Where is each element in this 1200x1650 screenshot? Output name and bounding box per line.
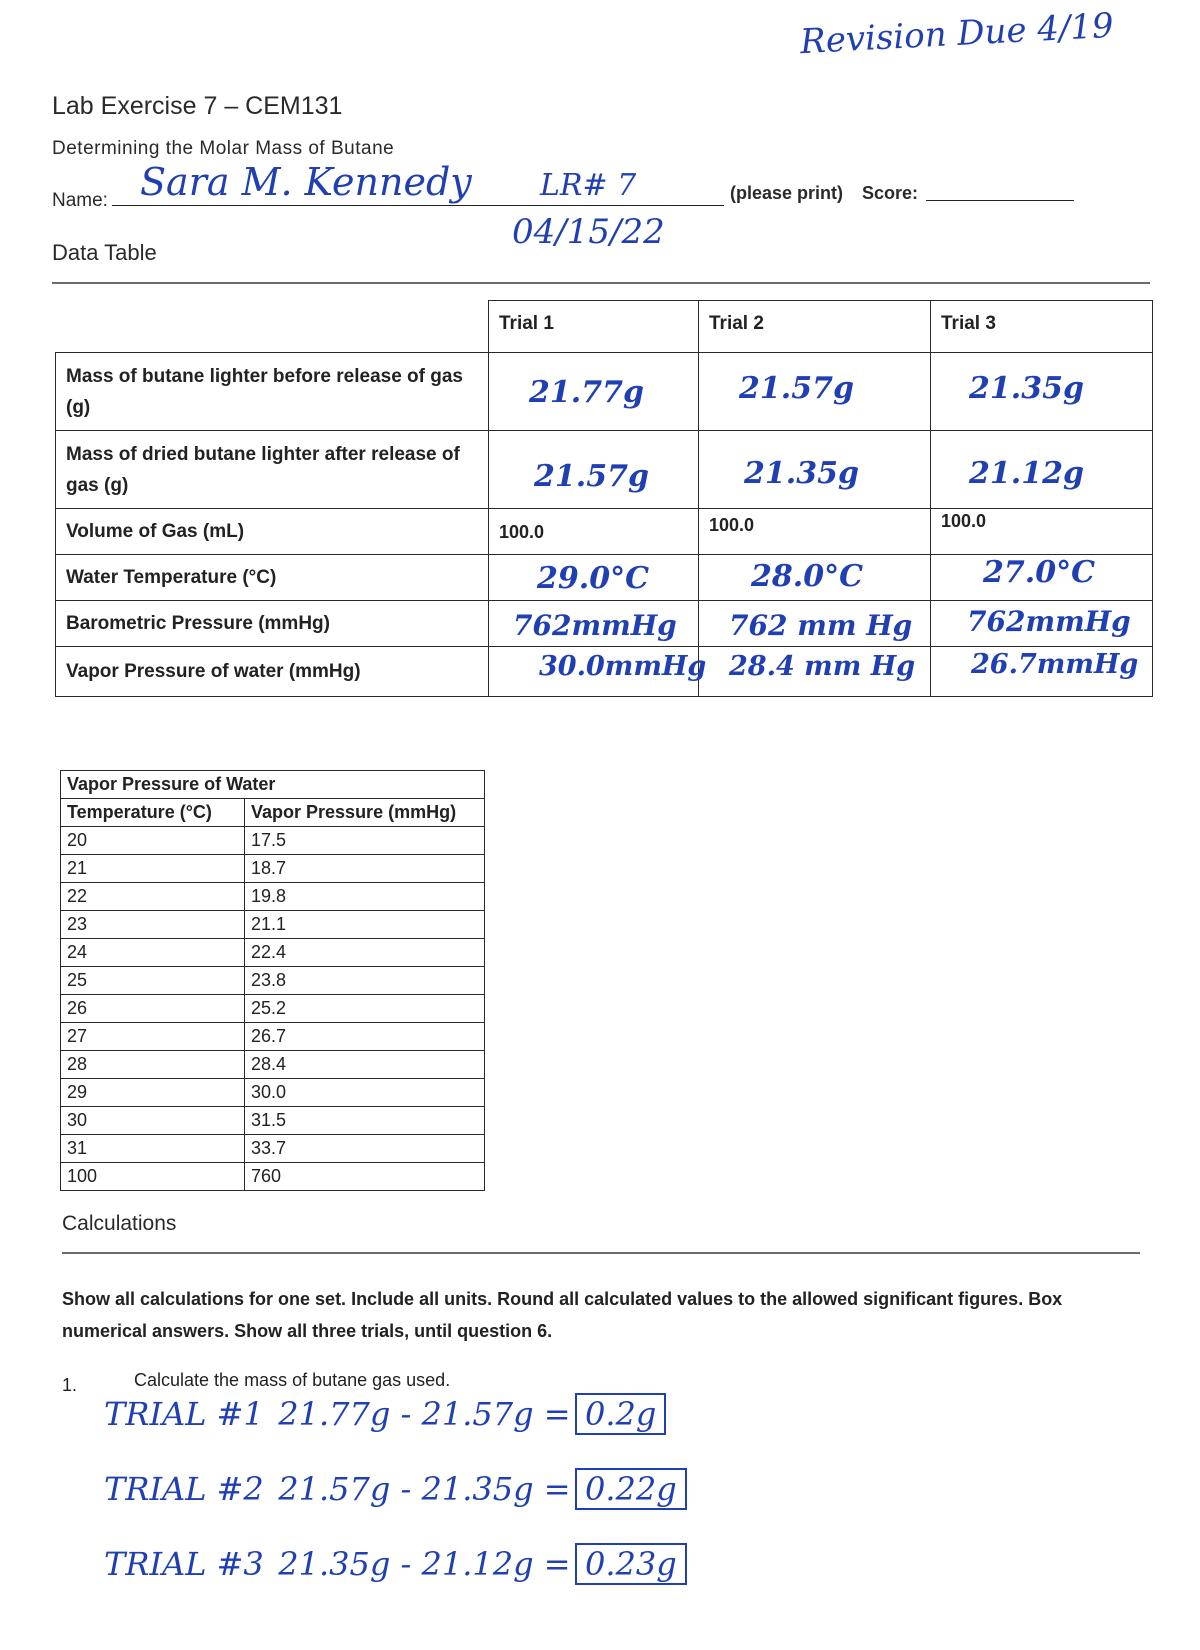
pressure-cell: 31.5 <box>245 1107 485 1135</box>
barometric-trial-2: 762 mm Hg <box>729 609 913 642</box>
temp-cell: 30 <box>61 1107 245 1135</box>
row-label-volume: Volume of Gas (mL) <box>56 509 489 555</box>
temp-cell: 20 <box>61 827 245 855</box>
student-name: Sara M. Kennedy <box>140 160 472 204</box>
volume-trial-3: 100.0 <box>941 511 987 531</box>
lab-title: Lab Exercise 7 – CEM131 <box>52 92 343 120</box>
pressure-cell: 23.8 <box>245 967 485 995</box>
temp-cell: 28 <box>61 1051 245 1079</box>
calculations-divider <box>62 1252 1140 1254</box>
pressure-cell: 21.1 <box>245 911 485 939</box>
water-temp-trial-1: 29.0°C <box>537 561 649 596</box>
value-cell <box>489 555 699 601</box>
vapor-pressure-trial-1: 30.0mmHg <box>539 651 707 682</box>
pressure-cell: 22.4 <box>245 939 485 967</box>
value-cell <box>699 509 931 555</box>
name-line <box>112 205 724 206</box>
temp-cell: 24 <box>61 939 245 967</box>
mass-before-trial-1: 21.77g <box>529 375 644 410</box>
value-cell <box>931 431 1153 509</box>
calculations-title: Calculations <box>62 1212 177 1235</box>
vapor-pressure-table <box>60 770 485 1191</box>
row-label-barometric: Barometric Pressure (mmHg) <box>56 601 489 647</box>
temp-cell: 27 <box>61 1023 245 1051</box>
vapor-col-pressure: Vapor Pressure (mmHg) <box>245 799 485 827</box>
water-temp-trial-3: 27.0°C <box>983 555 1095 590</box>
value-cell <box>699 353 931 431</box>
answer-expression: 21.57g - 21.35g = <box>278 1470 571 1508</box>
temp-cell: 29 <box>61 1079 245 1107</box>
value-cell <box>489 601 699 647</box>
trial-3-header: Trial 3 <box>931 301 1153 353</box>
question-number: 1. <box>62 1375 78 1395</box>
value-cell <box>489 647 707 697</box>
value-cell <box>931 555 1153 601</box>
score-line <box>926 200 1074 201</box>
pressure-cell: 760 <box>245 1163 485 1191</box>
pressure-cell: 28.4 <box>245 1051 485 1079</box>
data-table-title: Data Table <box>52 240 157 265</box>
temp-cell: 100 <box>61 1163 245 1191</box>
pressure-cell: 33.7 <box>245 1135 485 1163</box>
temp-cell: 25 <box>61 967 245 995</box>
temp-cell: 31 <box>61 1135 245 1163</box>
lab-ref: LR# 7 <box>540 168 637 203</box>
table-row <box>61 1079 485 1107</box>
table-row <box>61 1135 485 1163</box>
value-cell <box>699 431 931 509</box>
value-cell <box>931 601 1153 647</box>
lab-subtitle: Determining the Molar Mass of Butane <box>52 138 395 159</box>
answer-result-box: 0.23g <box>575 1543 687 1585</box>
value-cell <box>931 647 1153 697</box>
date: 04/15/22 <box>512 212 665 252</box>
table-row <box>61 939 485 967</box>
answer-expression: 21.35g - 21.12g = <box>278 1545 571 1583</box>
row-label-mass-before: Mass of butane lighter before release of gas (g) <box>56 353 489 431</box>
table-row <box>61 995 485 1023</box>
table-row <box>61 1023 485 1051</box>
row-label-water-temp: Water Temperature (°C) <box>56 555 489 601</box>
answer-result-box: 0.22g <box>575 1468 687 1510</box>
data-table <box>55 300 1153 697</box>
vapor-pressure-trial-2: 28.4 mm Hg <box>729 651 916 682</box>
table-row <box>61 967 485 995</box>
trial-2-header: Trial 2 <box>699 301 931 353</box>
answer-line <box>104 1470 687 1508</box>
barometric-trial-3: 762mmHg <box>967 605 1131 638</box>
table-row <box>61 1107 485 1135</box>
vapor-table-title: Vapor Pressure of Water <box>61 771 485 799</box>
name-label: Name: <box>52 190 108 211</box>
value-cell <box>699 647 931 697</box>
revision-note: Revision Due 4/19 <box>799 5 1115 63</box>
temp-cell: 21 <box>61 855 245 883</box>
table-row <box>61 1163 485 1191</box>
print-label: (please print) <box>730 183 844 203</box>
table-row <box>61 911 485 939</box>
value-cell <box>931 509 1153 555</box>
value-cell <box>489 509 699 555</box>
calculation-instructions: Show all calculations for one set. Include all units. Round all calculated values to the allowed significant figures. Box numerical answers. Show all three trials, until question 6. <box>62 1289 1063 1341</box>
mass-before-trial-2: 21.57g <box>739 371 854 406</box>
temp-cell: 26 <box>61 995 245 1023</box>
table-corner <box>56 301 489 353</box>
row-label-vapor-pressure: Vapor Pressure of water (mmHg) <box>56 647 489 697</box>
temp-cell: 22 <box>61 883 245 911</box>
mass-after-trial-1: 21.57g <box>534 459 649 494</box>
vapor-col-temperature: Temperature (°C) <box>61 799 245 827</box>
score-label: Score: <box>862 183 919 203</box>
value-cell <box>931 353 1153 431</box>
answer-expression: 21.77g - 21.57g = <box>278 1395 571 1433</box>
pressure-cell: 26.7 <box>245 1023 485 1051</box>
mass-before-trial-3: 21.35g <box>969 371 1084 406</box>
value-cell <box>489 431 699 509</box>
vapor-pressure-trial-3: 26.7mmHg <box>971 649 1139 680</box>
answer-line <box>104 1545 687 1583</box>
pressure-cell: 30.0 <box>245 1079 485 1107</box>
volume-trial-2: 100.0 <box>709 515 755 535</box>
mass-after-trial-2: 21.35g <box>744 456 859 491</box>
table-row <box>61 1051 485 1079</box>
pressure-cell: 17.5 <box>245 827 485 855</box>
temp-cell: 23 <box>61 911 245 939</box>
mass-after-trial-3: 21.12g <box>969 456 1084 491</box>
answer-result-box: 0.2g <box>575 1393 666 1435</box>
answer-label: TRIAL #2 <box>104 1470 264 1508</box>
pressure-cell: 19.8 <box>245 883 485 911</box>
barometric-trial-1: 762mmHg <box>513 609 677 642</box>
row-label-mass-after: Mass of dried butane lighter after release of gas (g) <box>56 431 489 509</box>
table-row <box>61 827 485 855</box>
answer-label: TRIAL #1 <box>104 1395 264 1433</box>
answer-line <box>104 1395 666 1433</box>
value-cell <box>699 555 931 601</box>
water-temp-trial-2: 28.0°C <box>751 559 863 594</box>
table-row <box>61 883 485 911</box>
value-cell <box>699 601 931 647</box>
pressure-cell: 25.2 <box>245 995 485 1023</box>
pressure-cell: 18.7 <box>245 855 485 883</box>
value-cell <box>489 353 699 431</box>
trial-1-header: Trial 1 <box>489 301 699 353</box>
question-text: Calculate the mass of butane gas used. <box>134 1370 451 1390</box>
volume-trial-1: 100.0 <box>499 522 545 542</box>
table-row <box>61 855 485 883</box>
section-divider <box>52 282 1150 284</box>
answer-label: TRIAL #3 <box>104 1545 264 1583</box>
